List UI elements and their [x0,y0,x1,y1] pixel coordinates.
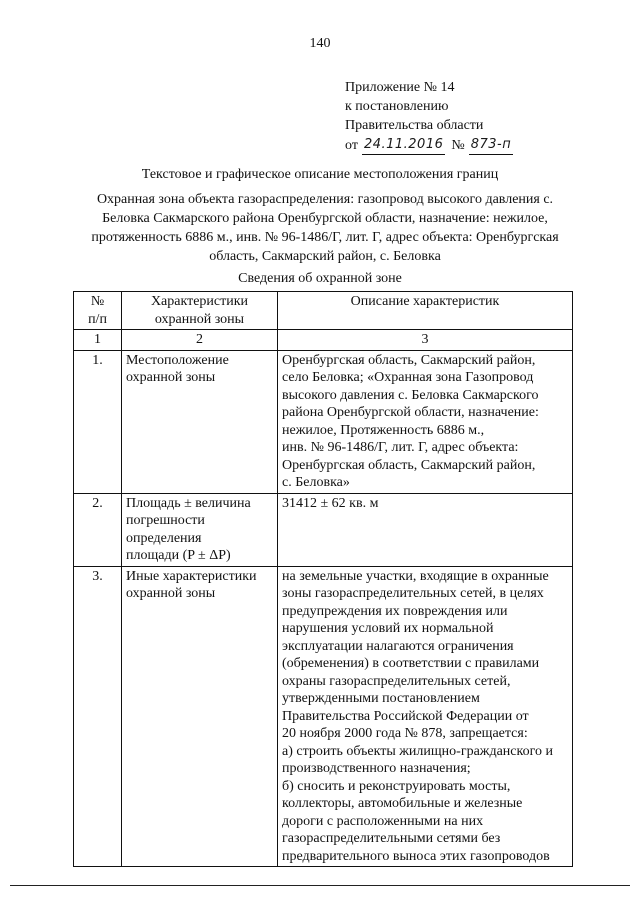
text-line: района Оренбургской области, назначение: [282,405,539,420]
date-prefix: от [345,138,358,153]
text-line: Характеристики [150,294,249,309]
number-prefix: № [451,138,465,153]
footer-divider [10,885,630,886]
text-line: (обременения) в соответствии с правилами [282,656,540,671]
appendix-date-row [345,135,519,155]
text-line: нежилое, Протяженность 6886 м., [282,422,485,438]
text-line: на земельные участки, входящие в охранные [282,568,549,584]
table-row [74,493,573,566]
row-description [278,566,573,867]
text-line: Иные характеристики [126,568,257,584]
handwritten-date: 24.11.2016 [362,135,445,155]
appendix-line: к постановлению [345,99,449,114]
text-line: газораспределительными сетями без [282,831,501,846]
text-line: а) строить объекты жилищно-гражданского и [282,743,553,759]
row-name [122,493,278,566]
text-line: эксплуатации налагаются ограничения [282,638,514,654]
page-number: 140 [309,36,331,51]
row-description [278,493,573,566]
zone-info-table [73,291,573,867]
appendix-line: Правительства области [345,118,484,133]
header-cell [278,292,573,330]
text-line: нарушения условий их нормальной [282,621,494,636]
row-number: 3. [74,566,122,867]
text-line: охранной зоны [154,311,245,327]
text-line: дороги с расположенными на них [282,813,484,829]
document-title: Текстовое и графическое описание местоположения границ [141,167,499,182]
table-row [74,566,573,867]
text-line: охранной зоны [126,586,216,601]
text-line: утвержденными постановлением [282,691,480,706]
table-row [74,350,573,493]
appendix-line: Приложение № 14 [345,80,455,95]
table-caption: Сведения об охранной зоне [238,271,402,286]
text-line: село Беловка; «Охранная зона Газопровод [282,370,534,385]
text-line: п/п [88,311,107,327]
row-name [122,350,278,493]
row-description [278,350,573,493]
text-line: № [90,294,105,309]
text-line: высокого давления с. Беловка Сакмарского [282,387,539,403]
document-subject: Охранная зона объекта газораспределения: газопровод высокого давления с. Беловка Сакмарского района Оренбургской области, назначение: нежилое, протяженность 6886 м., инв. № 96-1486/Г, лит. Г, адрес объекта: Оренбургская область, Сакмарский район, с. Беловка [91,192,559,264]
text-line: предупреждения их повреждения или [282,603,508,619]
handwritten-number: 873-п [469,135,514,155]
text-line: охранной зоны [126,370,216,385]
column-number: 2 [122,330,278,351]
column-number: 3 [278,330,573,351]
row-number: 1. [74,350,122,493]
text-line: охраны газораспределительных сетей, [282,673,511,689]
text-line: зоны газораспределительных сетей, в целях [282,586,544,601]
text-line: Правительства Российской Федерации от [282,708,529,724]
text-line: предварительного выноса этих газопроводов [282,848,550,864]
header-cell [74,292,122,330]
text-line: инв. № 96-1486/Г, лит. Г, адрес объекта: [282,440,519,455]
text-line: Площадь ± величина [126,495,251,511]
table-header-row [74,292,573,330]
text-line: определения [126,530,202,546]
text-line: площади (P ± ΔP) [126,548,231,563]
row-name [122,566,278,867]
text-line: с. Беловка» [282,475,350,490]
text-line: коллекторы, автомобильные и железные [282,796,523,811]
column-number-row [74,330,573,351]
text-line: Местоположение [126,352,229,368]
text-line: погрешности [126,513,205,528]
text-line: производственного назначения; [282,761,471,776]
row-number: 2. [74,493,122,566]
text-line: Оренбургская область, Сакмарский район, [282,352,536,368]
header-cell [122,292,278,330]
text-line: 20 ноября 2000 года № 878, запрещается: [282,726,528,741]
text-line: Оренбургская область, Сакмарский район, [282,457,536,473]
appendix-block [345,78,519,155]
text-line: 31412 ± 62 кв. м [282,495,379,511]
column-number: 1 [74,330,122,351]
text-line: Описание характеристик [350,294,500,309]
text-line: б) сносить и реконструировать мосты, [282,778,511,794]
